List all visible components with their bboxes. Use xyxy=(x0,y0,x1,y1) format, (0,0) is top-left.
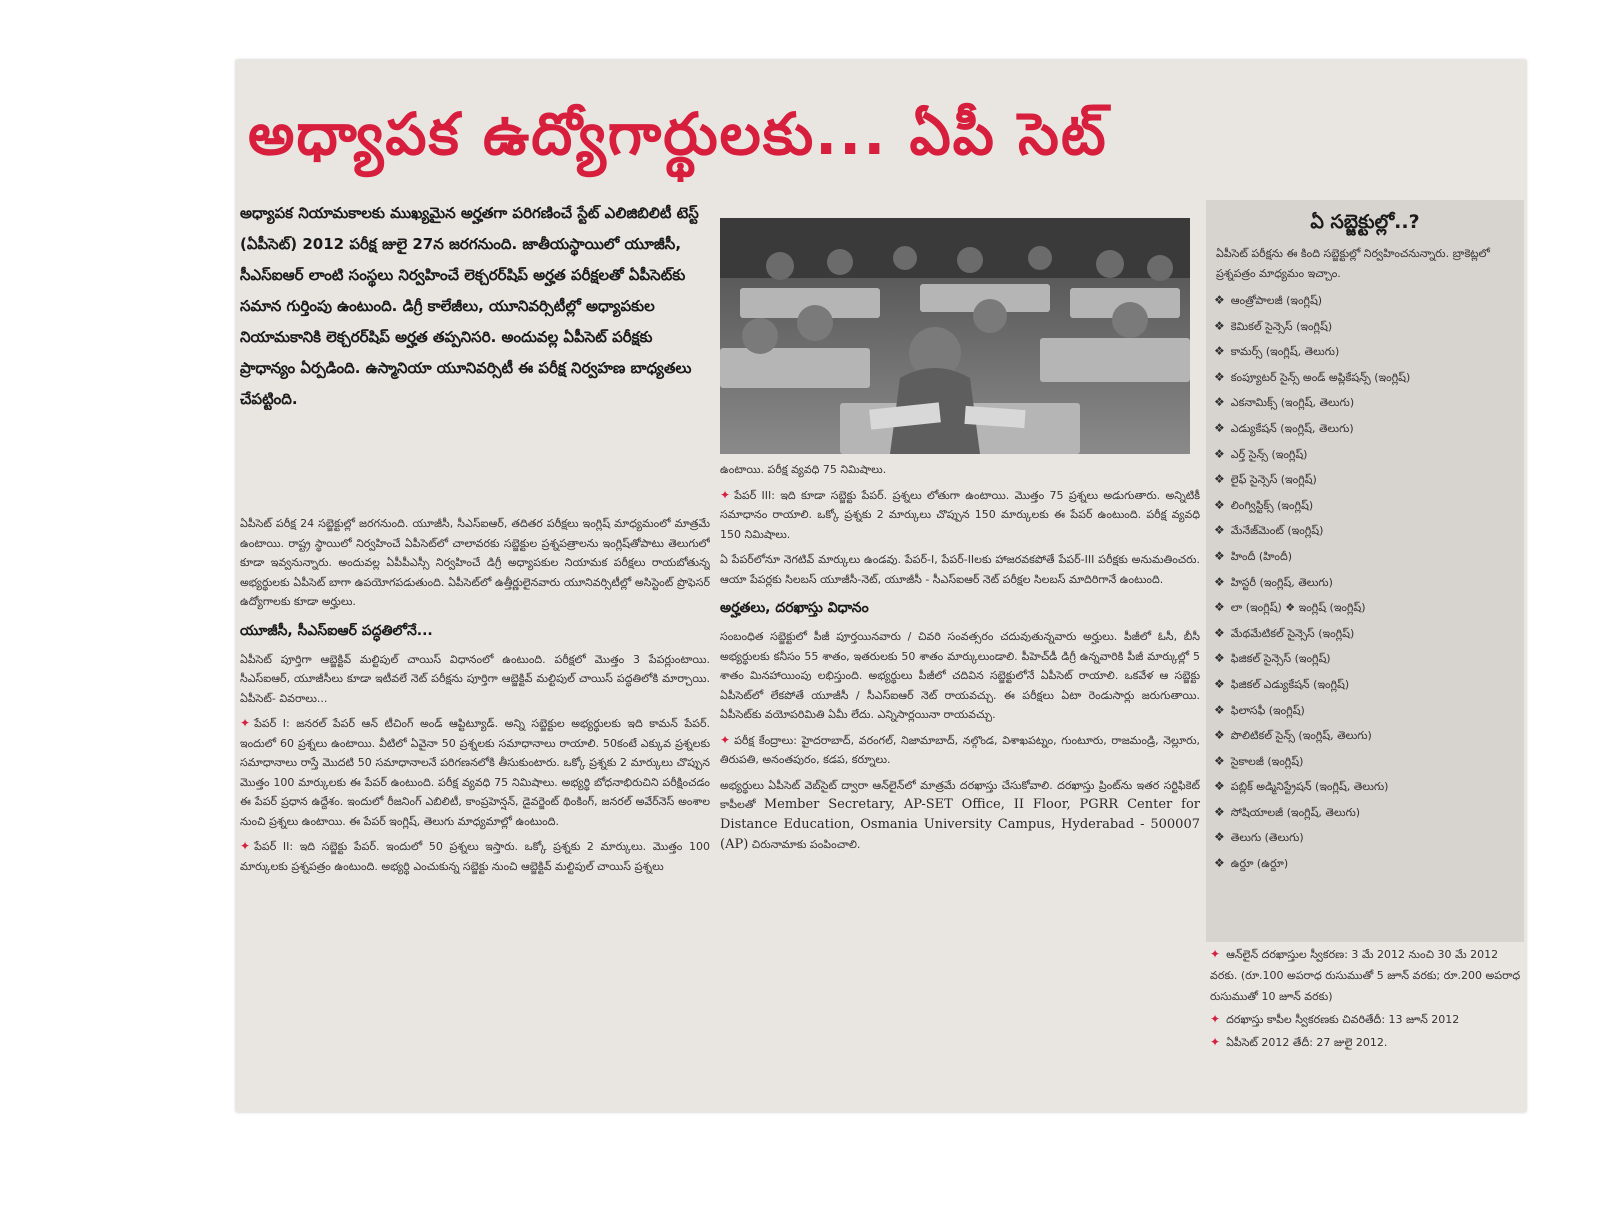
subject-label: లా (ఇంగ్లిష్) ❖ ఇంగ్లిష్ (ఇంగ్లిష్) xyxy=(1230,601,1366,615)
diamond-bullet-icon: ❖ xyxy=(1214,420,1225,435)
diamond-bullet-icon: ❖ xyxy=(1214,395,1225,410)
subject-label: మేథమేటికల్ సైన్సెస్ (ఇంగ్లిష్) xyxy=(1230,626,1355,640)
column-left xyxy=(240,514,710,1110)
bullet-icon: ✦ xyxy=(1210,947,1221,961)
subject-label: ఉర్దూ (ఉర్దూ) xyxy=(1230,857,1289,871)
subject-label: లైఫ్ సైన్సెస్ (ఇంగ్లిష్) xyxy=(1230,473,1317,487)
key-dates xyxy=(1206,944,1524,1104)
subject-item xyxy=(1206,698,1524,724)
subject-label: ఫిజికల్ సైన్సెస్ (ఇంగ్లిష్) xyxy=(1230,652,1331,666)
subject-item xyxy=(1206,621,1524,647)
paper2-text: పేపర్ II: ఇది సబ్జెక్టు పేపర్. ఇందులో 50 ప్రశ్నలు ఇస్తారు. ఒక్కో ప్రశ్నకు 2 మార్కులు. మొత్తం 100 మార్కులకు ప్రశ్నపత్రం ఉంటుంది. అభ్యర్థి ఎంచుకున్న సబ్జెక్టు నుంచి ఆబ్జెక్టివ్ మల్టిపుల్ చాయిస్ ప్రశ్నలు xyxy=(240,840,710,873)
subject-item xyxy=(1206,672,1524,698)
date-note xyxy=(1206,944,1524,1007)
subhead-ugc: యూజీసీ, సీఎస్ఐఆర్ పద్ధతిలోనే... xyxy=(240,622,433,639)
headline: అధ్యాపక ఉద్యోగార్థులకు... ఏపీ సెట్ xyxy=(248,100,1108,168)
subject-item xyxy=(1206,314,1524,340)
exam-hall-photo-illustration xyxy=(720,218,1190,454)
paper3-text: పేపర్ III: ఇది కూడా సబ్జెక్టు పేపర్. ప్రశ్నలు లోతుగా ఉంటాయి. మొత్తం 75 ప్రశ్నలు అడుగుతారు. అన్నిటికీ సమాధానం రాయాలి. ఒక్కో ప్రశ్నకు 2 మార్కులు చొప్పున 150 మార్కులకు ఈ పేపర్ ఉంటుంది. పరీక్ష వ్యవధి 150 నిమిషాలు. xyxy=(720,488,1200,541)
diamond-bullet-icon: ❖ xyxy=(1214,369,1225,384)
subject-item xyxy=(1206,595,1524,621)
bullet-icon: ✦ xyxy=(1210,1035,1221,1049)
subject-item xyxy=(1206,825,1524,851)
eligibility-paragraph: సంబంధిత సబ్జెక్టులో పీజీ పూర్తయినవారు / చివరి సంవత్సరం చదువుతున్నవారు అర్హులు. పీజీలో ఓసీ, బీసీ అభ్యర్థులకు కనీసం 55 శాతం, ఇతరులకు 50 శాతం మార్కులుండాలి. పీహెచ్‌డీ డిగ్రీ ఉన్నవారికి పీజీ మార్కుల్లో 5 శాతం మినహాయింపు లభిస్తుంది. అభ్యర్థులు పీజీలో చదివిన సబ్జెక్టులోనే ఏపీసెట్ రాయాలి. ఒకవేళ ఆ సబ్జెక్టు ఏపీసెట్‌లో లేకపోతే యూజీసీ / సీఎస్ఐఆర్ నెట్ రాయవచ్చు. ఈ పరీక్షలు ఏటా రెండుసార్లు జరుగుతాయి. ఏపీసెట్‌కు వయోపరిమితి ఏమీ లేదు. ఎన్నిసార్లయినా రాయవచ్చు. xyxy=(720,630,1200,721)
centres-text: పరీక్ష కేంద్రాలు: హైదరాబాద్, వరంగల్, నిజామాబాద్, నల్గొండ, విశాఖపట్నం, గుంటూరు, రాజమండ్రి, నెల్లూరు, తిరుపతి, అనంతపురం, కడప, కర్నూలు. xyxy=(720,733,1200,766)
subject-item xyxy=(1206,774,1524,800)
subject-item xyxy=(1206,442,1524,468)
newspaper-clipping xyxy=(236,60,1526,1112)
address-tail-text: చిరునామాకు పంపించాలి. xyxy=(751,838,861,851)
duration-paragraph: ఉంటాయి. పరీక్ష వ్యవధి 75 నిమిషాలు. xyxy=(720,463,887,476)
notes-list xyxy=(1206,944,1524,1053)
subject-item xyxy=(1206,570,1524,596)
exam-hall-photo xyxy=(720,218,1190,454)
subject-label: కెమికల్ సైన్సెస్ (ఇంగ్లిష్) xyxy=(1230,319,1333,333)
subject-label: ఎడ్యుకేషన్ (ఇంగ్లిష్, తెలుగు) xyxy=(1230,421,1354,435)
subject-label: ఎర్త్ సైన్స్ (ఇంగ్లిష్) xyxy=(1230,447,1308,461)
diamond-bullet-icon: ❖ xyxy=(1214,676,1225,691)
diamond-bullet-icon: ❖ xyxy=(1214,779,1225,794)
subject-label: హిస్టరీ (ఇంగ్లిష్, తెలుగు) xyxy=(1230,575,1333,589)
intro-paragraph: ఏపీసెట్ పరీక్ష 24 సబ్జెక్టుల్లో జరగనుంది. యూజీసీ, సీఎస్ఐఆర్, తదితర పరీక్షలు ఇంగ్లిష్ మాధ్యమంలో మాత్రమే ఉంటాయి. రాష్ట్ర స్థాయిలో నిర్వహించే ఏపీసెట్‌లో చాలావరకు సబ్జెక్టుల ప్రశ్నపత్రాలను ఇంగ్లిష్‌తోపాటు తెలుగులో కూడా ఇవ్వనున్నారు. అందువల్ల ఏపీపీఎస్సీ నిర్వహించే డిగ్రీ అధ్యాపకుల నియామక పరీక్షలు రాయబోతున్న అభ్యర్థులకు ఏపీసెట్ బాగా ఉపయోగపడుతుంది. ఏపీసెట్‌లో ఉత్తీర్ణులైనవారు యూనివర్సిటీల్లో అసిస్టెంట్ ప్రొఫెసర్ ఉద్యోగాలకు కూడా అర్హులు. xyxy=(240,517,710,608)
bullet-icon: ✦ xyxy=(240,716,251,730)
subject-label: తెలుగు (తెలుగు) xyxy=(1230,831,1304,845)
diamond-bullet-icon: ❖ xyxy=(1214,523,1225,538)
diamond-bullet-icon: ❖ xyxy=(1214,856,1225,871)
subhead-eligibility: అర్హతలు, దరఖాస్తు విధానం xyxy=(720,600,869,616)
diamond-bullet-icon: ❖ xyxy=(1214,344,1225,359)
subject-item xyxy=(1206,800,1524,826)
subject-label: కామర్స్ (ఇంగ్లిష్, తెలుగు) xyxy=(1230,345,1340,359)
diamond-bullet-icon: ❖ xyxy=(1214,600,1225,615)
subject-label: ఎకనామిక్స్ (ఇంగ్లిష్, తెలుగు) xyxy=(1230,396,1355,410)
subject-label: ఫిలాసఫీ (ఇంగ్లిష్) xyxy=(1230,703,1305,717)
diamond-bullet-icon: ❖ xyxy=(1214,830,1225,845)
diamond-bullet-icon: ❖ xyxy=(1214,318,1225,333)
paper1-paragraph xyxy=(240,714,710,831)
diamond-bullet-icon: ❖ xyxy=(1214,548,1225,563)
diamond-bullet-icon: ❖ xyxy=(1214,728,1225,743)
diamond-bullet-icon: ❖ xyxy=(1214,497,1225,512)
subject-item xyxy=(1206,851,1524,877)
column-middle xyxy=(720,460,1200,1100)
diamond-bullet-icon: ❖ xyxy=(1214,651,1225,666)
subject-label: కంప్యూటర్ సైన్స్ అండ్ అప్లికేషన్స్ (ఇంగ్లిష్) xyxy=(1230,370,1411,384)
date-note xyxy=(1206,1032,1524,1053)
exam-pattern-paragraph: ఏపీసెట్ పూర్తిగా ఆబ్జెక్టివ్ మల్టిపుల్ చాయిస్ విధానంలో ఉంటుంది. పరీక్షలో మొత్తం 3 పేపర్లుంటాయి. సీఎస్ఐఆర్, యూజీసీలు కూడా ఇటీవలే నెట్ పరీక్షను పూర్తిగా ఆబ్జెక్టివ్ మల్టిపుల్ చాయిస్ పద్ధతిలోకి మార్చాయి. ఏపీసెట్- వివరాలు... xyxy=(240,652,710,705)
application-text: అభ్యర్థులు ఏపీసెట్ వెబ్‌సైట్ ద్వారా ఆన్‌లైన్‌లో మాత్రమే దరఖాస్తు చేసుకోవాలి. దరఖాస్తు ప్రింట్‌ను ఇతర సర్టిఫికెట్ కాపీలతో xyxy=(720,778,1200,811)
subject-label: హిందీ (హిందీ) xyxy=(1230,549,1293,563)
paper2-paragraph xyxy=(240,837,710,876)
paper1-text: పేపర్ I: జనరల్ పేపర్ ఆన్ టీచింగ్ అండ్ ఆప్టిట్యూడ్. అన్ని సబ్జెక్టుల అభ్యర్థులకు ఇది కామన్ పేపర్. ఇందులో 60 ప్రశ్నలు ఉంటాయి. వీటిలో ఏవైనా 50 ప్రశ్నలకు సమాధానాలు రాయాలి. 50కంటే ఎక్కువ ప్రశ్నలకు సమాధానాలు రాస్తే మొదటి 50 సమాధానాలనే పరిగణనలోకి తీసుకుంటారు. ఒక్కో ప్రశ్నకు 2 మార్కులు చొప్పున మొత్తం 100 మార్కులకు ఈ పేపర్ ఉంటుంది. పరీక్ష వ్యవధి 75 నిమిషాలు. అభ్యర్థి బోధనాభిరుచిని పరీక్షించడం ఈ పేపర్ ప్రధాన ఉద్దేశం. ఇందులో రీజనింగ్ ఎబిలిటీ, కాంప్రహెన్షన్, డైవర్జెంట్ థింకింగ్, జనరల్ అవేర్‌నెస్ అంశాల నుంచి ప్రశ్నలు ఉంటాయి. ఈ పేపర్ ఇంగ్లిష్, తెలుగు మాధ్యమాల్లో ఉంటుంది. xyxy=(240,717,710,828)
subject-item xyxy=(1206,646,1524,672)
subjects-sidebar xyxy=(1206,200,1524,942)
bullet-icon: ✦ xyxy=(720,732,731,747)
subject-list xyxy=(1206,288,1524,877)
sidebar-intro: ఏపీసెట్ పరీక్షను ఈ కింది సబ్జెక్టుల్లో నిర్వహించనున్నారు. బ్రాకెట్లలో ప్రశ్నపత్రం మాధ్యమం ఇచ్చాం. xyxy=(1216,247,1490,280)
subject-item xyxy=(1206,544,1524,570)
diamond-bullet-icon: ❖ xyxy=(1214,702,1225,717)
subject-label: మేనేజ్‌మెంట్ (ఇంగ్లిష్) xyxy=(1230,524,1324,538)
negative-marks-paragraph: ఏ పేపర్‌లోనూ నెగటివ్ మార్కులు ఉండవు. పేపర్-I, పేపర్-IIలకు హాజరవకపోతే పేపర్-III పరీక్షకు అనుమతించరు. ఆయా పేపర్లకు సిలబస్ యూజీసీ-నెట్, యూజీసీ - సీఎస్ఐఆర్ నెట్ పరీక్షల సిలబస్ మాదిరిగానే ఉంటుంది. xyxy=(720,553,1200,586)
subject-label: ఆంత్రోపాలజీ (ఇంగ్లిష్) xyxy=(1230,294,1323,307)
date-note-text: ఆన్‌లైన్ దరఖాస్తుల స్వీకరణ: 3 మే 2012 నుంచి 30 మే 2012 వరకు. (రూ.100 అపరాధ రుసుముతో 5 జూన్ వరకు; రూ.200 అపరాధ రుసుముతో 10 జూన్ వరకు) xyxy=(1210,948,1521,1003)
diamond-bullet-icon: ❖ xyxy=(1214,293,1225,307)
subject-item xyxy=(1206,518,1524,544)
diamond-bullet-icon: ❖ xyxy=(1214,574,1225,589)
bullet-icon: ✦ xyxy=(240,839,251,853)
subject-label: సోషియాలజీ (ఇంగ్లిష్, తెలుగు) xyxy=(1230,805,1361,819)
diamond-bullet-icon: ❖ xyxy=(1214,753,1225,768)
diamond-bullet-icon: ❖ xyxy=(1214,446,1225,461)
centres-paragraph xyxy=(720,731,1200,770)
bullet-icon: ✦ xyxy=(720,487,731,502)
subject-label: పొలిటికల్ సైన్స్ (ఇంగ్లిష్, తెలుగు) xyxy=(1230,729,1372,743)
lead-paragraph: అధ్యాపక నియామకాలకు ముఖ్యమైన అర్హతగా పరిగణించే స్టేట్ ఎలిజిబిలిటీ టెస్ట్ (ఏపీసెట్) 2012 పరీక్ష జులై 27న జరగనుంది. జాతీయస్థాయిలో యూజీసీ, సీఎస్ఐఆర్ లాంటి సంస్థలు నిర్వహించే లెక్చరర్‌షిప్ అర్హత పరీక్షలతో ఏపీసెట్‌కు సమాన గుర్తింపు ఉంటుంది. డిగ్రీ కాలేజీలు, యూనివర్సిటీల్లో అధ్యాపకుల నియామకానికి లెక్చరర్‌షిప్ అర్హత తప్పనిసరి. అందువల్ల ఏపీసెట్ పరీక్షకు ప్రాధాన్యం ఏర్పడింది. ఉస్మానియా యూనివర్సిటీ ఈ పరీక్ష నిర్వహణ బాధ్యతలు చేపట్టింది. xyxy=(240,204,699,408)
subject-label: సైకాలజీ (ఇంగ్లిష్) xyxy=(1230,754,1304,768)
date-note xyxy=(1206,1009,1524,1030)
subject-label: పబ్లిక్ అడ్మినిస్ట్రేషన్ (ఇంగ్లిష్, తెలుగు) xyxy=(1230,780,1389,794)
address-text: Member Secretary, AP-SET Office, II Floor, PGRR Center for Distance Education, Osmania University Campus, Hyderabad - 500007 (AP) xyxy=(720,797,1200,852)
application-paragraph xyxy=(720,776,1200,856)
bullet-icon: ✦ xyxy=(1210,1012,1221,1026)
subject-item xyxy=(1206,749,1524,775)
diamond-bullet-icon: ❖ xyxy=(1214,625,1225,640)
date-note-text: ఏపీసెట్ 2012 తేదీ: 27 జులై 2012. xyxy=(1226,1036,1388,1049)
diamond-bullet-icon: ❖ xyxy=(1214,804,1225,819)
subject-item xyxy=(1206,390,1524,416)
diamond-bullet-icon: ❖ xyxy=(1214,472,1225,487)
subject-item xyxy=(1206,416,1524,442)
subject-label: లింగ్విస్టిక్స్ (ఇంగ్లిష్) xyxy=(1230,498,1314,512)
subject-item xyxy=(1206,288,1524,314)
subject-item xyxy=(1206,467,1524,493)
paper3-paragraph xyxy=(720,486,1200,545)
subject-item xyxy=(1206,339,1524,365)
subject-label: ఫిజికల్ ఎడ్యుకేషన్ (ఇంగ్లిష్) xyxy=(1230,677,1350,691)
date-note-text: దరఖాస్తు కాపీల స్వీకరణకు చివరితేదీ: 13 జూన్ 2012 xyxy=(1226,1013,1460,1026)
subject-item xyxy=(1206,365,1524,391)
sidebar-title: ఏ సబ్జెక్టుల్లో..? xyxy=(1310,211,1420,233)
subject-item xyxy=(1206,723,1524,749)
subject-item xyxy=(1206,493,1524,519)
